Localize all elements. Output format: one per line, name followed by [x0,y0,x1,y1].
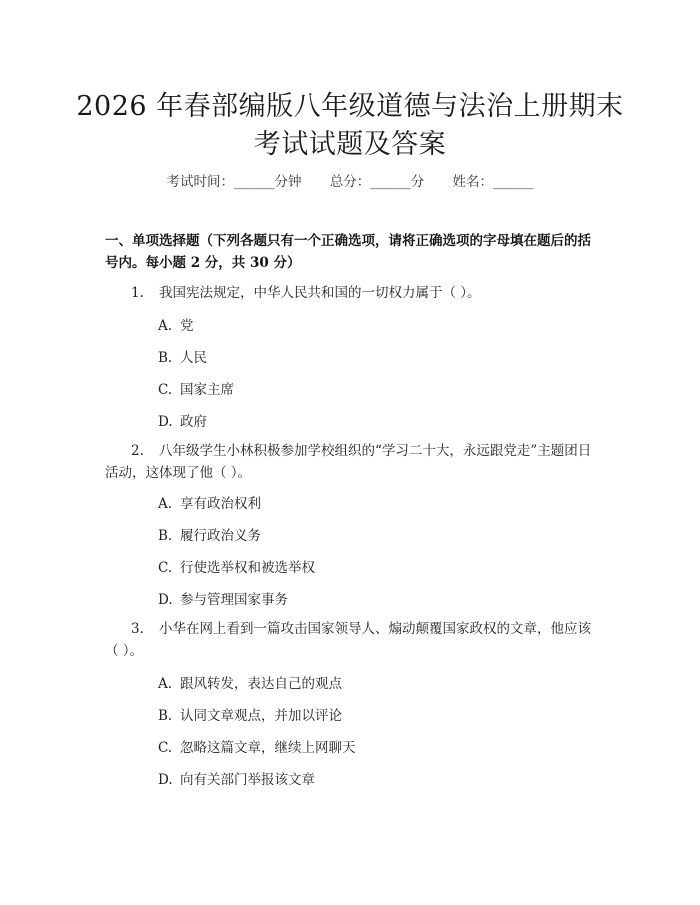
option-text: 政府 [180,414,207,430]
exam-time-field: 考试时间：______分钟 [166,174,302,190]
question-3-option-c [158,736,356,756]
option-text: 参与管理国家事务 [180,592,288,608]
option-letter: D. [158,414,173,430]
question-3-option-d [158,768,315,788]
option-letter: C. [158,740,173,756]
option-text: 履行政治义务 [180,528,261,544]
option-letter: B. [158,528,173,544]
option-text: 人民 [180,350,207,366]
exam-title-line-1: 2026 年春部编版八年级道德与法治上册期末 [76,91,624,122]
option-letter: A. [158,496,173,512]
option-text: 国家主席 [180,382,234,398]
question-3-option-a [158,672,342,692]
question-3-option-b [158,704,342,724]
question-number: 1. [131,285,144,301]
option-letter: C. [158,560,173,576]
question-text: 我国宪法规定，中华人民共和国的一切权力属于（ ）。 [159,285,481,301]
option-letter: B. [158,708,173,724]
question-number: 3. [131,621,144,637]
option-text: 向有关部门举报该文章 [180,772,315,788]
option-text: 忽略这篇文章，继续上网聊天 [180,740,356,756]
question-2-option-a [158,492,261,512]
section-heading-multiple-choice: 一、单项选择题（下列各题只有一个正确选项，请将正确选项的字母填在题后的括号内。每小题 2 分，共 30 分） [105,233,591,271]
question-1-option-a [158,314,194,334]
option-letter: B. [158,350,173,366]
question-2-option-d [158,588,288,608]
question-3 [105,618,597,662]
question-2-option-c [158,556,315,576]
question-1 [105,282,597,304]
question-2-option-b [158,524,261,544]
exam-meta [0,170,700,190]
option-letter: C. [158,382,173,398]
option-letter: D. [158,592,173,608]
total-score-field: 总分：______分 [329,174,425,190]
question-text: 八年级学生小林积极参加学校组织的“学习二十大，永远跟党走”主题团日活动，这体现了他（ ）。 [105,443,592,481]
question-text: 小华在网上看到一篇攻击国家领导人、煽动颠覆国家政权的文章，他应该（ ）。 [105,621,591,659]
option-text: 行使选举权和被选举权 [180,560,315,576]
question-1-option-d [158,410,207,430]
question-2 [105,440,597,484]
option-text: 党 [180,318,194,334]
question-1-option-b [158,346,207,366]
student-name-field: 姓名：______ [452,174,534,190]
option-letter: A. [158,318,173,334]
question-number: 2. [131,443,144,459]
option-letter: A. [158,676,173,692]
option-text: 享有政治权利 [180,496,261,512]
option-text: 跟风转发，表达自己的观点 [180,676,342,692]
option-letter: D. [158,772,173,788]
question-1-option-c [158,378,234,398]
exam-title-line-2: 考试试题及答案 [253,129,447,160]
option-text: 认同文章观点，并加以评论 [180,708,342,724]
